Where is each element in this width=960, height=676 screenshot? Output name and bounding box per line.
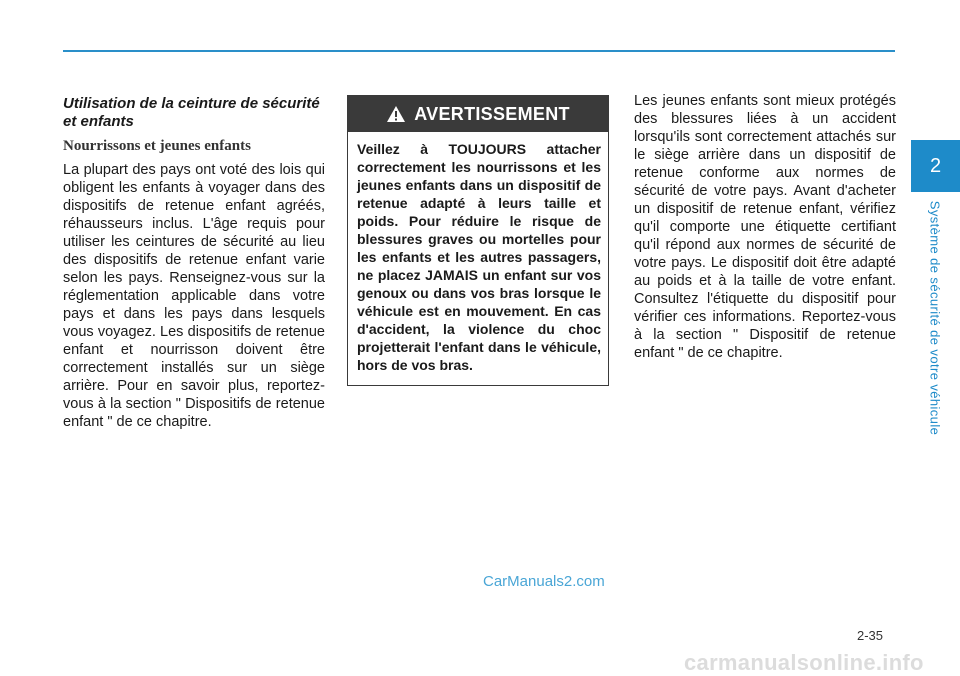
warning-triangle-icon: [386, 105, 406, 123]
chapter-tab: [911, 140, 960, 192]
subsection-title: Nourrissons et jeunes enfants: [63, 138, 251, 154]
left-column: [63, 95, 325, 431]
warning-header: [348, 96, 608, 132]
footer-watermark: carmanualsonline.info: [684, 650, 924, 675]
watermark-link[interactable]: CarManuals2.com: [483, 573, 605, 590]
warning-title: AVERTISSEMENT: [414, 103, 570, 124]
chapter-number: 2: [929, 154, 942, 177]
section-title: Utilisation de la ceinture de sécurité et enfants: [63, 95, 320, 130]
page-number: 2-35: [857, 628, 884, 643]
right-paragraph: Les jeunes enfants sont mieux protégés des blessures liées à un accident lorsqu'ils sont correctement attachés sur le siège arrière dans un dispositif de retenue conforme aux normes de sécurité de votre pays. Avant d'acheter un dispositif de retenue enfant, vérifiez qu'il comporte une étiquette certifiant qu'il répond aux normes de sécurité de votre pays. Le dispositif doit être adapté au poids et à la taille de votre enfant. Consultez l'étiquette du dispositif pour vérifier ces informations. Reportez-vous à la section " Dispositif de retenue enfant " de ce chapitre.: [634, 93, 896, 361]
chapter-title: Système de sécurité de votre véhicule: [927, 200, 943, 436]
warning-box: [347, 95, 609, 386]
top-rule: [63, 50, 895, 52]
left-paragraph: La plupart des pays ont voté des lois qui obligent les enfants à voyager dans des dispositifs de retenue enfant agréés, réhausseurs inclus. L'âge requis pour utiliser les ceintures de sécurité au lieu des dispositifs de retenue enfant varie selon les pays. Renseignez-vous sur la réglementation applicable dans votre pays et dans les pays dans lesquels vous voyagez. Les dispositifs de retenue enfant et nourrisson doivent être correctement installés sur un siège arrière. Pour en savoir plus, reportez-vous à la section " Dispositifs de retenue enfant " de ce chapitre.: [63, 162, 325, 430]
warning-text: Veillez à TOUJOURS attacher correctement les nourrissons et les jeunes enfants dans un dispositif de retenue adapté à leurs taille et poids. Pour réduire le risque de blessures graves ou mortelles pour les enfants et les autres passagers, ne placez JAMAIS un enfant sur vos genoux ou dans vos bras lorsque le véhicule est en mouvement. En cas d'accident, la violence du choc projetterait l'enfant dans le véhicule, hors de vos bras.: [357, 141, 601, 373]
right-column: [634, 92, 896, 362]
